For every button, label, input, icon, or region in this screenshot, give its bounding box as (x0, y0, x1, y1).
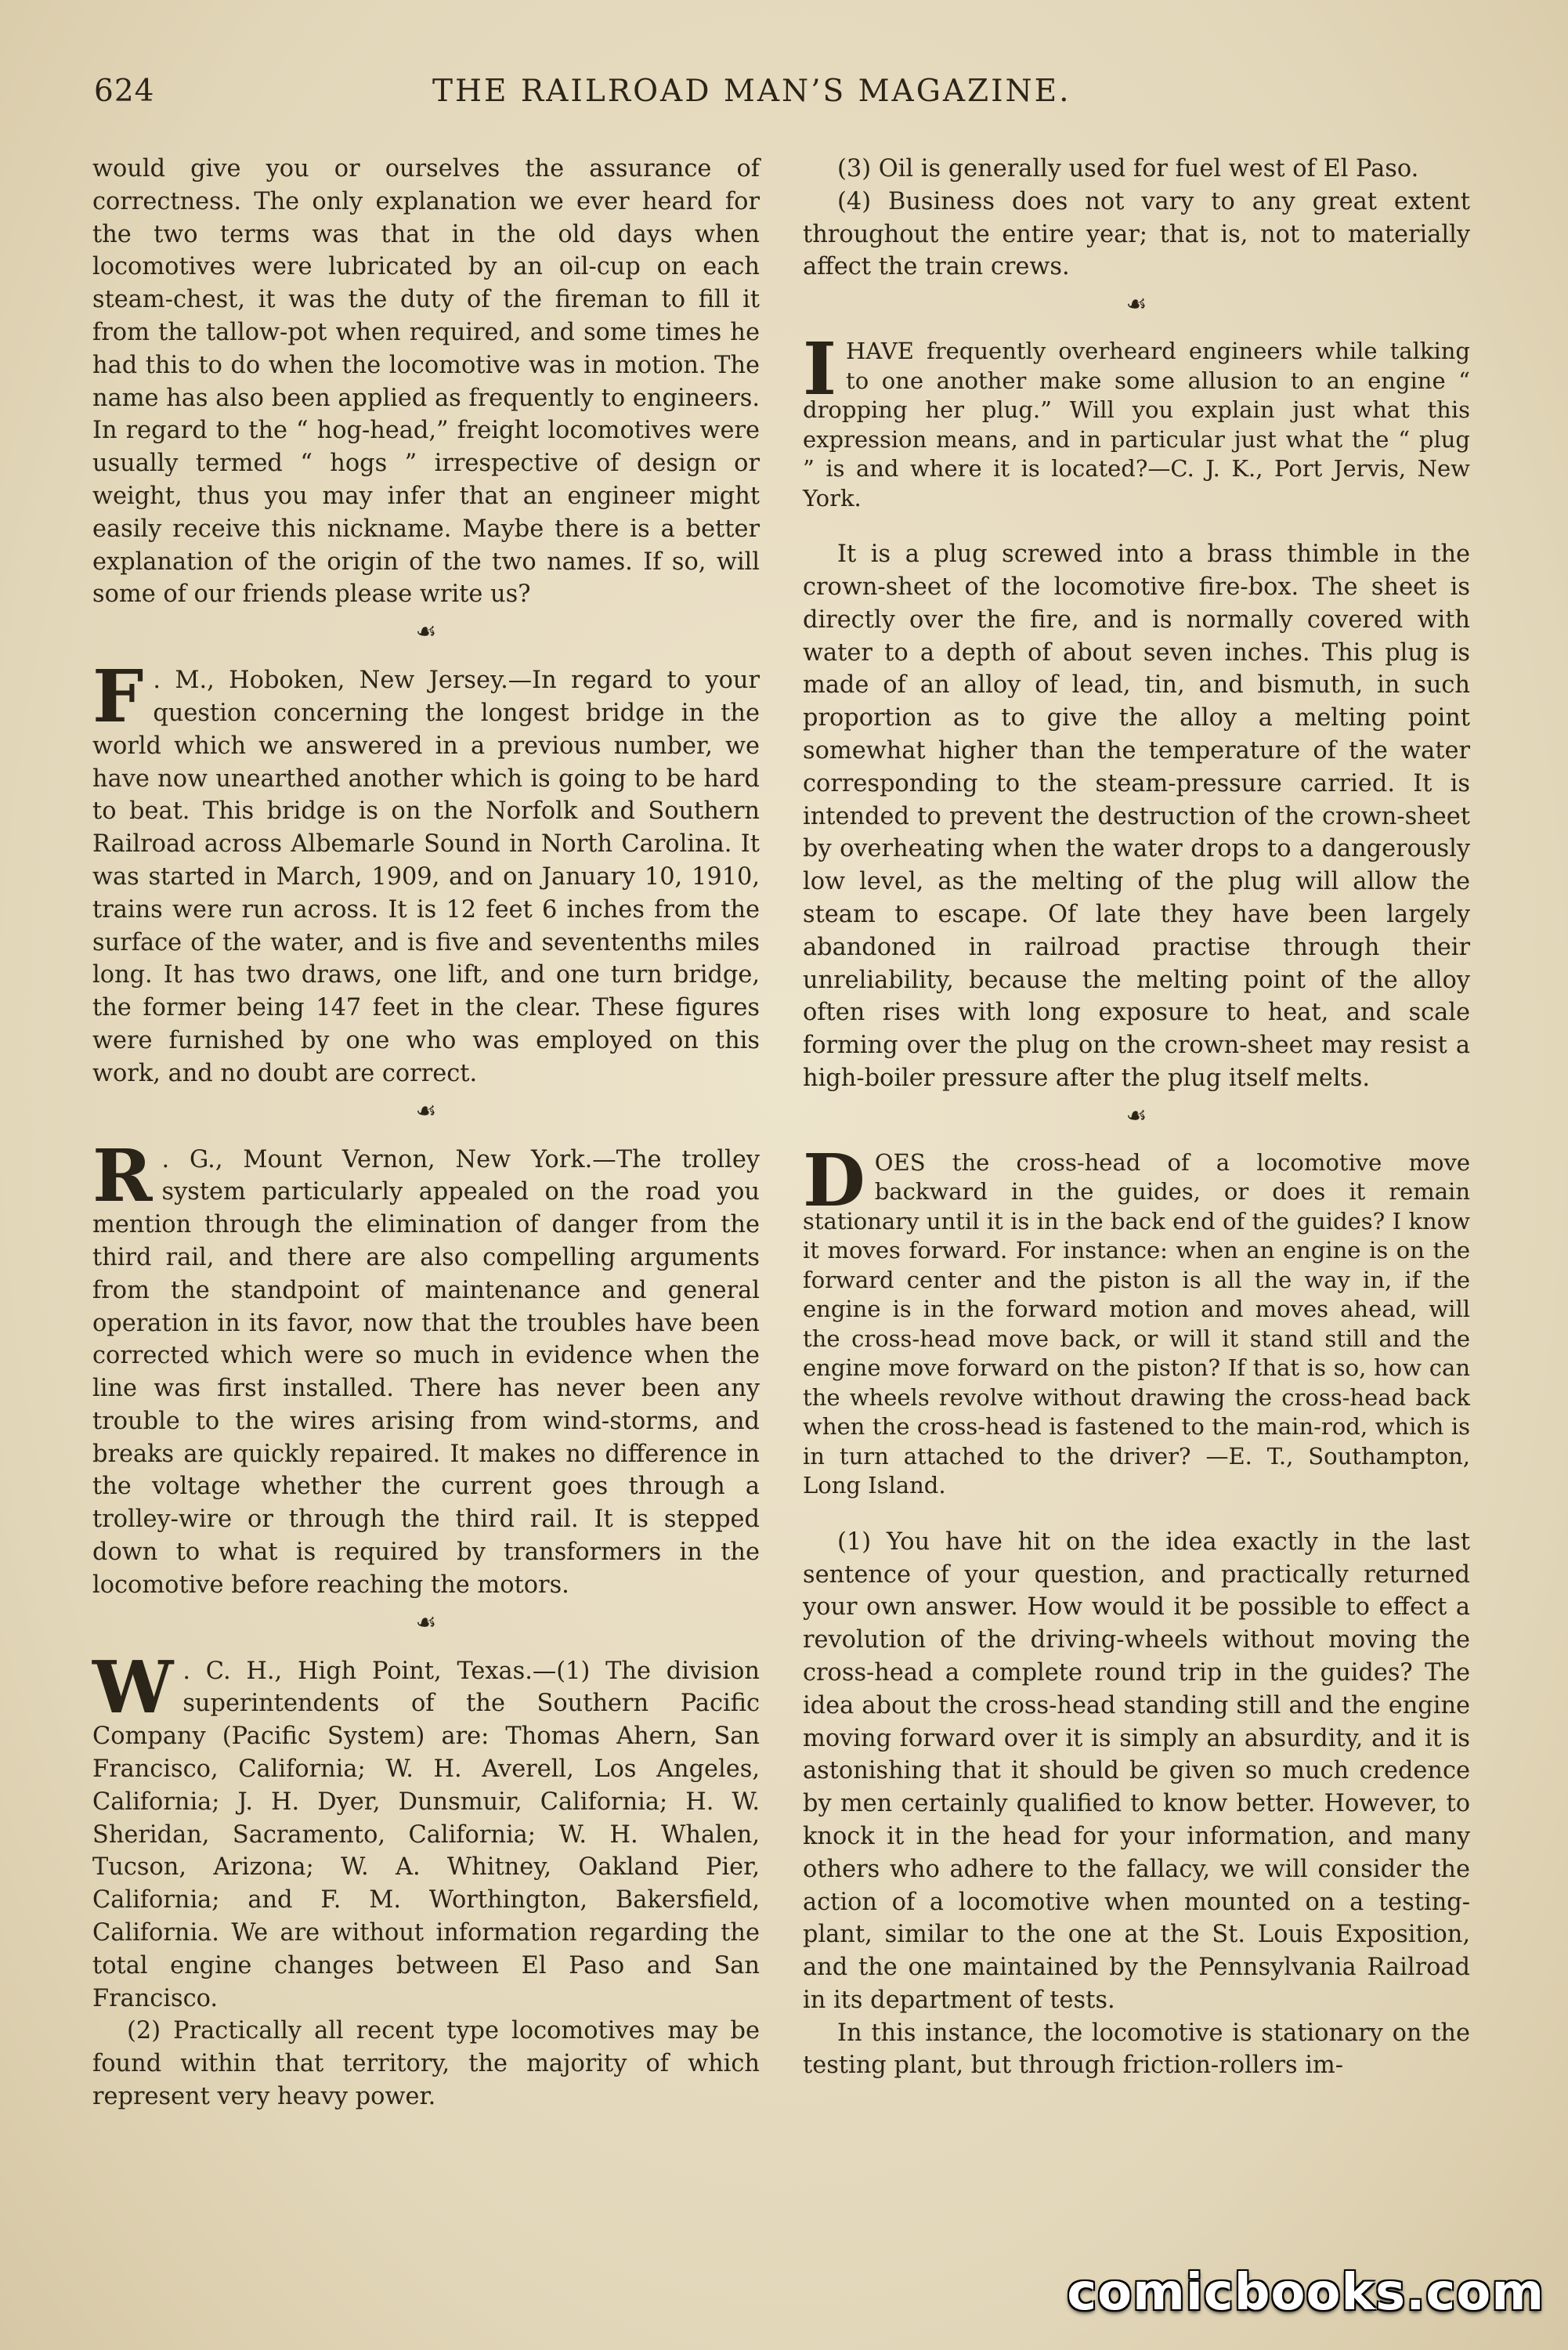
paragraph-continued: would give you or ourselves the assurance of correctness. The only explanation we ever heard for the two terms was that in the old days when locomotives were lubricated by an oil-cup on each steam-chest, it was the duty of the fireman to fill it from the tallow-pot when required, and some times he had this to do when the locomotive was in motion. The name has also been applied as frequently to engineers. In regard to the “ hog-head,” freight locomotives were usually termed “ hogs ” irrespective of design or weight, thus you may infer that an engineer might easily receive this nickname. Maybe there is a better explanation of the origin of the two names. If so, will some of our friends please write us? (92, 155, 760, 609)
spacer (803, 1501, 1470, 1526)
answer-text: . M., Hoboken, New Jersey.—In regard to your question concerning the longest bridge in the world which we answered in a previous number, we have now unearthed another which is going to be hard to beat. This bridge is on the Norfolk and Southern Railroad across Albemarle Sound in North Carolina. It was started in March, 1909, and on January 10, 1910, trains were run across. It is 12 feet 6 inches from the surface of the water, and is five and seventenths miles long. It has two draws, one lift, and one turn bridge, the former being 147 feet in the clear. These figures were furnished by one who was employed on this work, and no doubt are correct. (92, 667, 760, 1087)
answer-paragraph: (3) Oil is generally used for fuel west of El Paso. (837, 155, 1419, 183)
section-ornament: ☙ (415, 618, 437, 646)
answer-high-point (92, 1644, 760, 2016)
spacer (803, 513, 1470, 538)
page-number: 624 (94, 74, 155, 109)
answer-mount-vernon (92, 1133, 760, 1602)
running-title: THE RAILROAD MAN’S MAGAZINE. (432, 74, 1071, 109)
site-watermark: comicbooks.com (1067, 2264, 1545, 2322)
section-ornament: ☙ (415, 1608, 437, 1636)
drop-cap: D (803, 1137, 865, 1223)
question-plug (803, 327, 1470, 513)
section-ornament: ☙ (1125, 1101, 1147, 1130)
page-header (88, 64, 1498, 119)
question-text: OES the cross-head of a locomotive move backward in the guides, or does it remain stationary until it is in the back end of the guides? I know it moves forward. For instance: when an engine is on the forward center and the piston is all the way in, if the engine is in the forward motion and moves ahead, will the cross-head move back, or will it stand still and the engine move forward on the piston? If that is so, how can the wheels revolve without drawing the cross-head back when the cross-head is fastened to the main-rod, which is in turn attached to the driver? —E. T., Southampton, Long Island. (803, 1148, 1470, 1499)
drop-cap: F (92, 654, 144, 739)
answer-paragraph: In this instance, the locomotive is stationary on the testing plant, but through friction-rollers im- (803, 2019, 1470, 2080)
section-ornament: ☙ (1125, 291, 1147, 319)
question-cross-head (803, 1137, 1470, 1501)
drop-cap: R (92, 1133, 153, 1218)
answer-text: . G., Mount Vernon, New York.—The trolley system particularly appealed on the road you mention through the elimination of danger from the third rail, and there are also compelling arguments from the standpoint of maintenance and general operation in its favor, now that the troubles have been corrected which were so much in evidence when the line was first installed. There has never been any trouble to the wires arising from wind-storms, and breaks are quickly repaired. It makes no difference in the voltage whether the current goes through a trolley-wire or through the third rail. It is stepped down to what is required by transformers in the locomotive before reaching the motors. (92, 1145, 760, 1599)
section-ornament: ☙ (415, 1097, 437, 1125)
question-text: HAVE frequently overheard engineers while talking to one another make some allusion to an engine “ dropping her plug.” Will you explain just what this expression means, and in particular just what the “ plug ” is and where it is located?—C. J. K., Port Jervis, New York. (803, 338, 1470, 512)
left-column (92, 153, 760, 2113)
answer-paragraph: (2) Practically all recent type locomotives may be found within that territory, the majority of which represent very heavy power. (92, 2017, 760, 2111)
right-column (803, 153, 1470, 2082)
drop-cap: I (803, 327, 837, 412)
answer-paragraph: (1) You have hit on the idea exactly in the last sentence of your question, and practically returned your own answer. How would it be possible to effect a revolution of the driving-wheels without moving the cross-head a complete round trip in the guides? The idea about the cross-head standing still and the engine moving forward over it is simply an absurdity, and it is astonishing that it should be given so much credence by men certainly qualified to know better. However, to knock it in the head for your information, and many others who adhere to the fallacy, we will consider the action of a locomotive when mounted on a testing-plant, similar to the one at the St. Louis Exposition, and the one maintained by the Pennsylvania Railroad in its department of tests. (803, 1528, 1470, 2014)
answer-hoboken (92, 654, 760, 1090)
answer-text: . C. H., High Point, Texas.—(1) The division superintendents of the Southern Pacific Company (Pacific System) are: Thomas Ahern, San Francisco, California; W. H. Averell, Los Angeles, California; J. H. Dyer, Dunsmuir, California; H. W. Sheridan, Sacramento, California; W. H. Whalen, Tucson, Arizona; W. A. Whitney, Oakland Pier, California; and F. M. Worthington, Bakersfield, California. We are without information regarding the total engine changes between El Paso and San Francisco. (92, 1657, 760, 2012)
drop-cap: W (92, 1644, 174, 1730)
answer-paragraph: (4) Business does not vary to any great extent throughout the entire year; that is, not to materially affect the train crews. (803, 187, 1470, 281)
answer-paragraph: It is a plug screwed into a brass thimble in the crown-sheet of the locomotive fire-box. The sheet is directly over the fire, and is normally covered with water to a depth of about seven inches. This plug is made of an alloy of lead, tin, and bismuth, in such proportion as to give the alloy a melting point somewhat higher than the temperature of the water corresponding to the steam-pressure carried. It is intended to prevent the destruction of the crown-sheet by overheating when the water drops to a dangerously low level, as the melting of the plug will allow the steam to escape. Of late they have been largely abandoned in railroad practise through their unreliability, because the melting point of the alloy often rises with long exposure to heat, and scale forming over the plug on the crown-sheet may resist a high-boiler pressure after the plug itself melts. (803, 540, 1470, 1092)
